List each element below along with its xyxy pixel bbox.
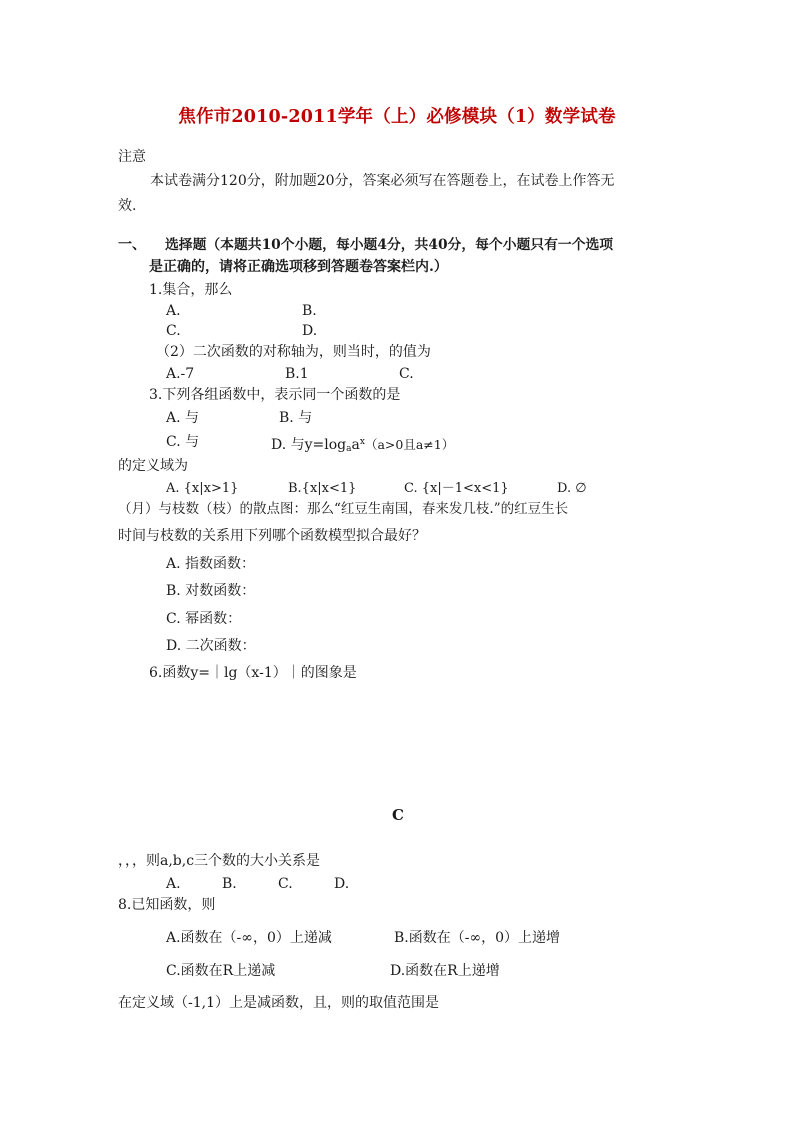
notice-line-2: 效. [118,198,137,214]
q3-d-mid: a [351,437,360,453]
q7-option-b: B. [222,876,237,892]
q3-option-b: B. 与 [279,410,313,426]
q3-stem: 3.下列各组函数中，表示同一个函数的是 [149,387,401,403]
q4-option-d: D. ∅ [557,481,587,496]
q7-stem: ，，，则a,b,c三个数的大小关系是 [118,853,321,869]
q7-option-c: C. [278,876,293,892]
q1-option-d: D. [302,323,318,339]
q4-option-c: C. {x|－1<x<1} [404,481,509,496]
q5-option-b: B. 对数函数： [166,583,256,599]
q6-stem: 6.函数y=｜lg（x-1）｜的图象是 [149,665,357,681]
notice-heading: 注意 [118,149,146,165]
q8-option-d: D.函数在R上递增 [390,963,500,979]
q5-stem-line-1: （月）与枝数（枝）的散点图：那么“红豆生南国，春来发几枝.”的红豆生长 [118,501,569,517]
q3-d-suffix: （a>0且a≠1） [364,437,455,452]
q2-stem: （2）二次函数的对称轴为，则当时，的值为 [156,344,431,360]
q1-option-c: C. [166,323,181,339]
q3-d-sup: x [359,437,365,447]
q6-answer-label: C [392,806,404,824]
q1-option-a: A. [166,303,181,319]
q3-d-prefix: D. 与y=log [271,437,347,453]
q4-stem: 的定义域为 [118,458,188,474]
q2-option-a: A.-7 [166,366,195,382]
q5-option-a: A. 指数函数： [166,556,256,572]
q1-stem: 1.集合，那么 [149,282,233,298]
q8-option-c: C.函数在R上递减 [166,963,276,979]
section-number: 一、 [118,237,146,253]
q8-option-b: B.函数在（-∞，0）上递增 [394,930,561,946]
section-heading-line-1: 选择题（本题共10个小题，每小题4分，共40分，每个小题只有一个选项 [165,237,614,253]
q3-option-d [271,433,454,458]
q4-option-a: A. {x|x>1} [166,481,239,496]
q8-stem: 8.已知函数，则 [118,897,216,913]
q2-option-b: B.1 [285,366,309,382]
q3-d-sub: a [346,444,352,454]
q9-stem: 在定义域（-1,1）上是减函数，且，则的取值范围是 [118,995,439,1011]
q4-option-b: B.{x|x<1} [288,481,357,496]
section-heading-line-2: 是正确的，请将正确选项移到答题卷答案栏内.） [149,259,448,275]
notice-line-1: 本试卷满分120分，附加题20分，答案必须写在答题卷上，在试卷上作答无 [150,173,615,189]
q1-option-b: B. [302,303,317,319]
q2-option-c: C. [399,366,414,382]
q5-option-c: C. 幂函数： [166,611,242,627]
q8-option-a: A.函数在（-∞，0）上递减 [166,930,332,946]
q5-stem-line-2: 时间与枝数的关系用下列哪个函数模型拟合最好？ [118,528,426,544]
q3-option-c: C. 与 [166,434,200,450]
q7-option-a: A. [166,876,181,892]
q5-option-d: D. 二次函数： [166,638,256,654]
q3-option-a: A. 与 [166,410,200,426]
exam-title: 焦作市2010-2011学年（上）必修模块（1）数学试卷 [178,107,616,127]
q7-option-d: D. [334,876,350,892]
